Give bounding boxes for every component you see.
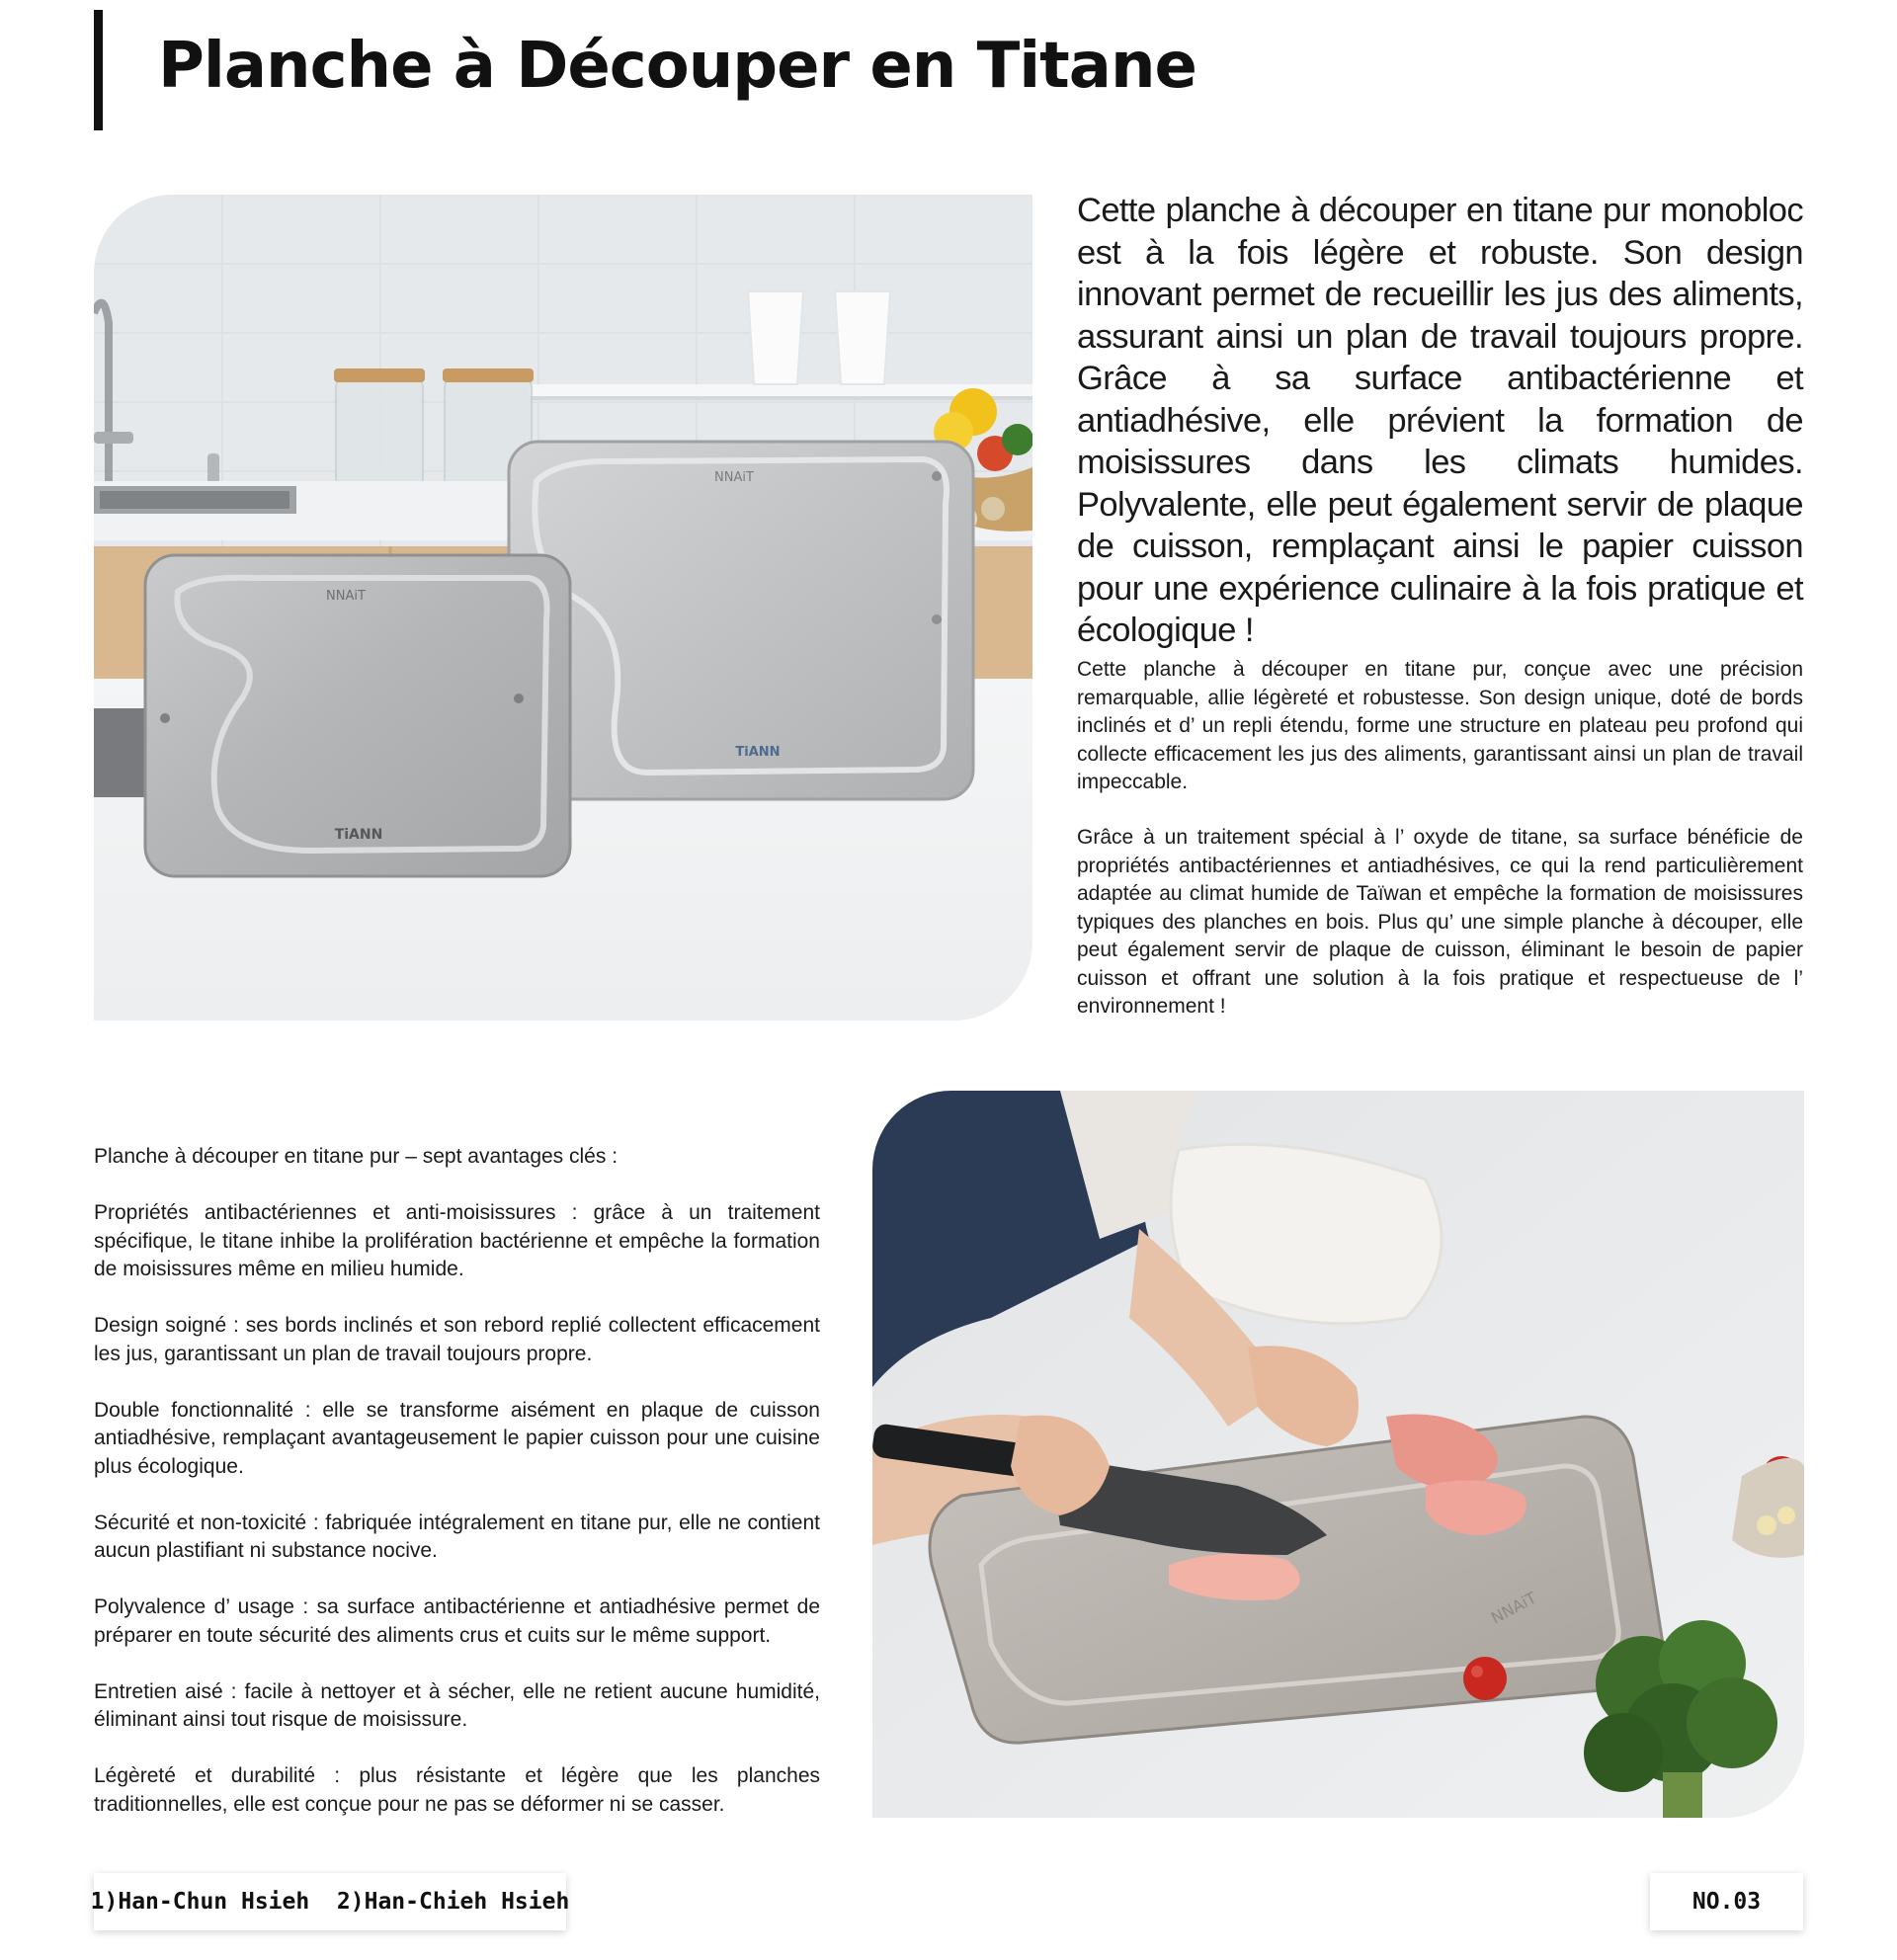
authors-text: 1)Han-Chun Hsieh 2)Han-Chieh Hsieh xyxy=(90,1889,570,1915)
board-logo-mirrored-front: NNAiT xyxy=(326,589,366,604)
board-logo-back: TiANN xyxy=(735,745,781,760)
authors-label xyxy=(90,1873,570,1930)
advantage-item: Entretien aisé : facile à nettoyer et à sécher, elle ne retient aucune humidité, éliminant ainsi tout risque de moisissure. xyxy=(94,1679,820,1731)
intro-lead-paragraph: Cette planche à découper en titane pur monobloc est à la fois légère et robuste. Son design innovant permet de recueillir les jus des aliments, assurant ainsi un plan de travail toujours propre. Grâce à sa surface antibactérienne et antiadhésive, elle prévient la formation de moisissures dans les climats humides. Polyvalente, elle peut également servir de plaque de cuisson, remplaçant ainsi le papier cuisson pour une expérience culinaire à la fois pratique et écologique ! xyxy=(1077,192,1803,649)
advantage-item: Double fonctionnalité : elle se transforme aisément en plaque de cuisson antiadhésive, remplaçant avantageusement le papier cuisson pour une cuisine plus écologique. xyxy=(94,1398,820,1478)
advantage-item: Légèreté et durabilité : plus résistante et légère que les planches traditionnelles, elle est conçue pour ne pas se déformer ni se casser. xyxy=(94,1764,820,1816)
board-logo-front: TiANN xyxy=(334,827,383,843)
advantages-list xyxy=(94,1143,820,1847)
product-photo-in-use xyxy=(872,1091,1804,1818)
page-number-label xyxy=(1650,1873,1803,1930)
intro-paragraph-2: Grâce à un traitement spécial à l’ oxyde de titane, sa surface bénéficie de propriétés antibactériennes et antiadhésives, ce qui la rend particulièrement adaptée au climat humide de Taïwan et empêche la formation de moisissures typiques des planches en bois. Plus qu’ une simple planche à découper, elle peut également servir de plaque de cuisson, éliminant le besoin de papier cuisson et offrant une solution à la fois pratique et respectueuse de l’ environnement ! xyxy=(1077,826,1803,1018)
title-accent-bar xyxy=(94,10,103,130)
advantage-item: Sécurité et non-toxicité : fabriquée intégralement en titane pur, elle ne contient aucun plastifiant ni substance nocive. xyxy=(94,1511,820,1562)
intro-paragraph-1: Cette planche à découper en titane pur, conçue avec une précision remarquable, allie légèreté et robustesse. Son design unique, doté de bords inclinés et d’ un repli étendu, forme une structure en plateau peu profond qui collecte efficacement les jus des aliments, garantissant ainsi un plan de travail impeccable. xyxy=(1077,658,1803,793)
advantages-heading: Planche à découper en titane pur – sept avantages clés : xyxy=(94,1145,619,1168)
board-logo-in-use: NNAiT xyxy=(1487,1588,1540,1628)
advantage-item: Propriétés antibactériennes et anti-moisissures : grâce à un traitement spécifique, le titane inhibe la prolifération bactérienne et empêche la formation de moisissures même en milieu humide. xyxy=(94,1201,820,1280)
advantage-item: Polyvalence d’ usage : sa surface antibactérienne et antiadhésive permet de préparer en toute sécurité des aliments crus et cuits sur le même support. xyxy=(94,1595,820,1647)
page-number-text: NO.03 xyxy=(1691,1889,1762,1915)
product-photo-kitchen xyxy=(94,195,1032,1021)
page-title: Planche à Découper en Titane xyxy=(158,30,1196,103)
advantage-item: Design soigné : ses bords inclinés et son rebord replié collectent efficacement les jus, garantissant un plan de travail toujours propre. xyxy=(94,1314,820,1365)
board-logo-mirrored-back: NNAiT xyxy=(714,470,754,485)
